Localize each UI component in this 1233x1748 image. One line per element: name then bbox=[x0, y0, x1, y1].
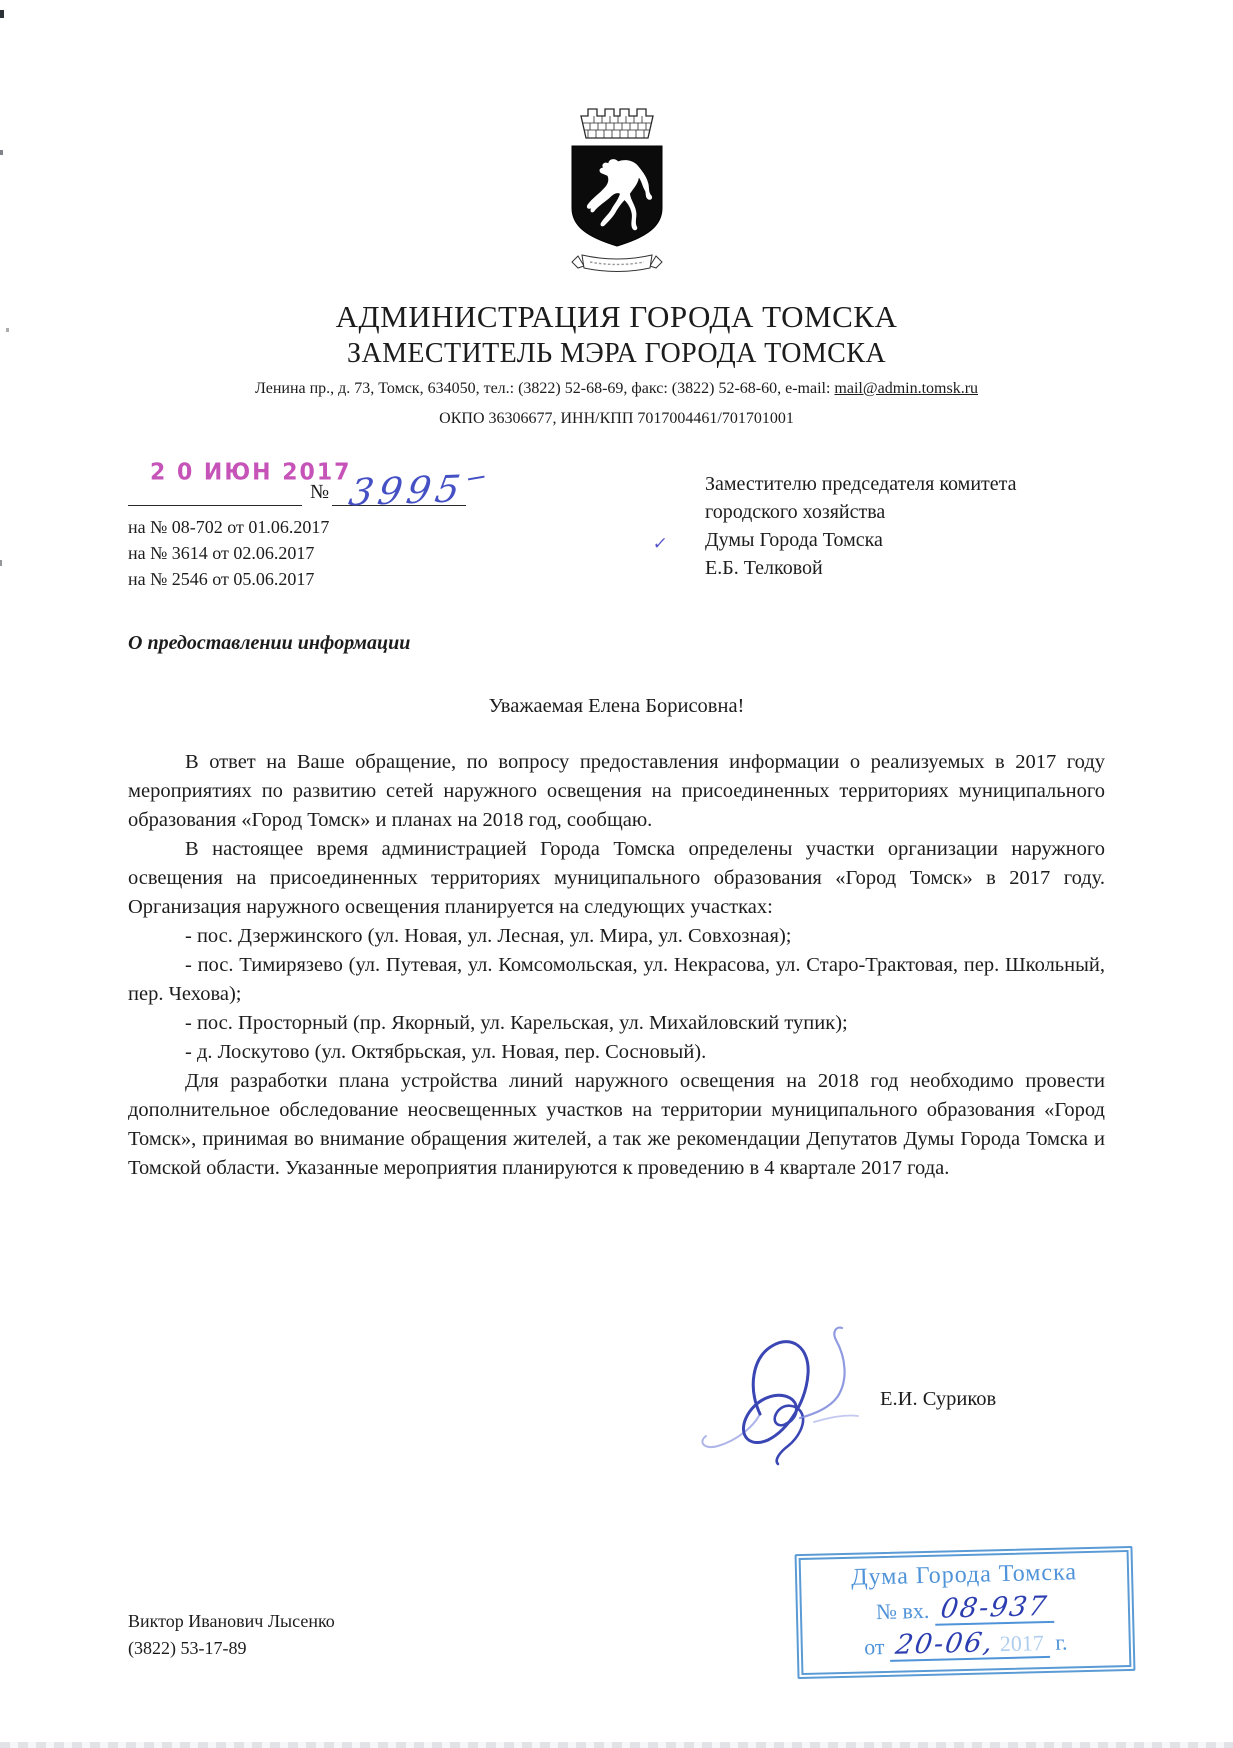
body-paragraph: В ответ на Ваше обращение, по вопросу предоставления информации о реализуемых в 2017 году мероприятиях по развитию сетей наружного освещения на присоединенных территориях муниципального образования «Город Томск» и планах на 2018 год, сообщаю. bbox=[128, 751, 1105, 831]
body-paragraph: Для разработки плана устройства линий наружного освещения на 2018 год необходимо провести дополнительное обследование неосвещенных участков на территории муниципального образования «Город Томск», принимая во внимание обращения жителей, а так же рекомендации Депутатов Думы Города Томска и Томской области. Указанные мероприятия планируются к проведению в 4 квартале 2017 года. bbox=[128, 1070, 1105, 1179]
scan-speck bbox=[0, 150, 3, 155]
signatory-name: Е.И. Суриков bbox=[880, 1388, 997, 1410]
handwritten-outgoing-number: 3995 bbox=[346, 467, 487, 515]
org-subtitle: ЗАМЕСТИТЕЛЬ МЭРА ГОРОДА ТОМСКА bbox=[347, 338, 886, 369]
street-list-item: - пос. Тимирязево (ул. Путевая, ул. Комсомольская, ул. Некрасова, ул. Старо-Трактовая, пер. Школьный, пер. Чехова); bbox=[128, 954, 1105, 1005]
street-list-item: - пос. Просторный (пр. Якорный, ул. Карельская, ул. Михайловский тупик); bbox=[185, 1012, 848, 1034]
stamp-handwritten-number: 08-937 bbox=[938, 1590, 1051, 1625]
stamp-number-row bbox=[812, 1589, 1119, 1627]
street-list-item: - д. Лоскутово (ул. Октябрьская, ул. Новая, пер. Сосновый). bbox=[185, 1041, 707, 1063]
recipient-block bbox=[651, 458, 1105, 592]
scan-speck bbox=[6, 328, 9, 332]
stamp-date-prefix: от bbox=[863, 1633, 885, 1660]
letter-body bbox=[128, 748, 1105, 1183]
street-list-item: - пос. Дзержинского (ул. Новая, ул. Лесная, ул. Мира, ул. Совхозная); bbox=[185, 925, 792, 947]
scan-speck bbox=[0, 560, 2, 566]
stamp-org-name: Дума Города Томска bbox=[850, 1559, 1078, 1591]
stamp-date-row bbox=[812, 1624, 1119, 1662]
address-text: Ленина пр., д. 73, Томск, 634050, тел.: (3822) 52-68-69, факс: (3822) 52-68-60, e-mail: bbox=[254, 380, 835, 397]
scan-artifact-strip bbox=[0, 1742, 1233, 1748]
stamp-date-suffix: г. bbox=[1055, 1629, 1068, 1655]
executor-contact bbox=[128, 1608, 335, 1662]
recipient-line: городского хозяйства bbox=[705, 501, 886, 523]
date-underline bbox=[128, 505, 302, 506]
outgoing-number-area bbox=[128, 458, 688, 514]
scan-speck bbox=[0, 10, 4, 18]
body-paragraph: В настоящее время администрацией Города Томска определены участки организации наружного освещения на присоединенных территориях муниципального образования «Город Томск» в 2017 году. Организация наружного освещения планируется на следующих участках: bbox=[128, 838, 1105, 918]
handwritten-checkmark: ✓ bbox=[651, 534, 669, 554]
salutation: Уважаемая Елена Борисовна! bbox=[488, 695, 745, 717]
number-label: № bbox=[310, 481, 330, 503]
org-title: АДМИНИСТРАЦИЯ ГОРОДА ТОМСКА bbox=[335, 299, 898, 334]
reference-recipient-row bbox=[128, 458, 1105, 592]
date-stamp: 2 0 ИЮН 2017 bbox=[150, 459, 352, 486]
incoming-registration-stamp bbox=[795, 1546, 1136, 1679]
executor-name: Виктор Иванович Лысенко bbox=[128, 1611, 335, 1631]
tomsk-coat-of-arms-icon bbox=[542, 104, 692, 289]
okpo-inn-line: ОКПО 36306677, ИНН/КПП 7017004461/701701001 bbox=[439, 410, 794, 427]
handwritten-signature bbox=[688, 1318, 898, 1468]
in-reply-to-line: на № 08-702 от 01.06.2017 bbox=[128, 517, 330, 537]
recipient-line: Думы Города Томска bbox=[705, 529, 883, 551]
in-reply-to-line: на № 3614 от 02.06.2017 bbox=[128, 543, 315, 563]
reference-block bbox=[128, 458, 688, 592]
executor-phone: (3822) 53-17-89 bbox=[128, 1638, 247, 1658]
in-reply-to-line: на № 2546 от 05.06.2017 bbox=[128, 569, 315, 589]
recipient-line: Е.Б. Телковой bbox=[705, 557, 823, 579]
stamp-year: 2017 bbox=[999, 1630, 1045, 1657]
subject-line: О предоставлении информации bbox=[128, 632, 411, 654]
org-email: mail@admin.tomsk.ru bbox=[834, 380, 979, 397]
org-address-line bbox=[0, 380, 1233, 398]
stamp-handwritten-date: 20-06, bbox=[893, 1627, 997, 1661]
recipient-line: Заместителю председателя комитета bbox=[705, 473, 1017, 495]
stamp-number-label: № вх. bbox=[875, 1597, 930, 1625]
